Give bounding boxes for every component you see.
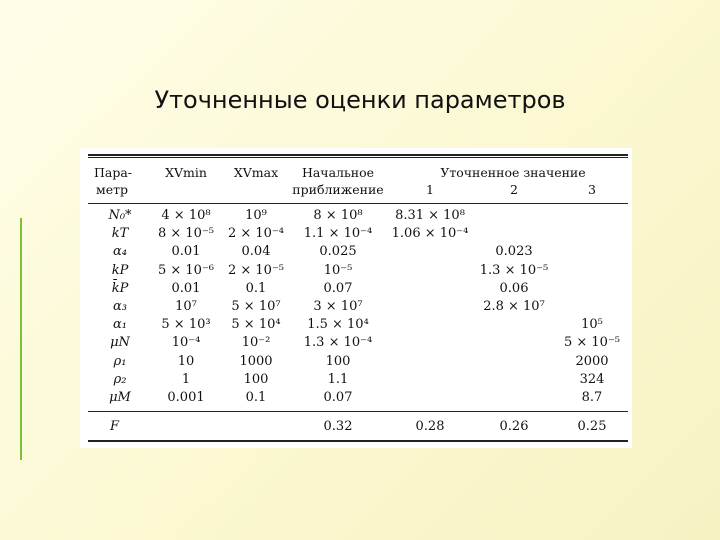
row-8-param: μN <box>110 335 130 351</box>
row-11-param: μM <box>109 390 131 405</box>
table-rule-top-second <box>88 157 628 158</box>
footer-value-2: 0.26 <box>499 419 529 434</box>
row-1-xvmax: 10⁹ <box>245 208 267 223</box>
row-9-initial: 100 <box>325 353 351 369</box>
row-9-xvmax: 1000 <box>239 353 273 369</box>
row-7-value-3: 10⁵ <box>581 317 603 333</box>
row-2-xvmax: 2 × 10⁻⁴ <box>227 226 285 242</box>
row-11-value-3: 8.7 <box>581 390 603 405</box>
row-2-value-1: 1.06 × 10⁻⁴ <box>391 226 469 242</box>
row-3-xvmin: 0.01 <box>171 244 201 260</box>
row-3-xvmax: 0.04 <box>241 244 271 260</box>
header-xvmin: XVmin <box>165 165 207 180</box>
row-4-xvmax: 2 × 10⁻⁵ <box>227 262 285 278</box>
row-8-xvmin: 10⁻⁴ <box>171 335 201 351</box>
row-6-xvmin: 10⁷ <box>175 299 197 314</box>
table-rule-bottom <box>88 440 628 442</box>
row-10-xvmin: 1 <box>181 371 191 387</box>
table-rule-top <box>88 154 628 156</box>
row-6-value-2: 2.8 × 10⁷ <box>483 299 545 314</box>
row-7-xvmin: 5 × 10³ <box>161 317 211 333</box>
table-rule-footer <box>88 411 628 412</box>
row-7-initial: 1.5 × 10⁴ <box>307 317 369 333</box>
row-5-value-2: 0.06 <box>499 280 529 296</box>
row-11-xvmax: 0.1 <box>245 390 267 405</box>
row-9-value-3: 2000 <box>575 353 609 369</box>
row-8-xvmax: 10⁻² <box>241 335 271 351</box>
row-7-param: α₁ <box>113 317 127 333</box>
row-8-initial: 1.3 × 10⁻⁴ <box>303 335 373 351</box>
footer-initial: 0.32 <box>323 419 353 434</box>
row-1-xvmin: 4 × 10⁸ <box>161 208 211 223</box>
row-9-xvmin: 10 <box>177 353 195 369</box>
header-initial-line1: Начальное <box>301 165 375 180</box>
footer-value-1: 0.28 <box>415 419 445 434</box>
row-10-value-3: 324 <box>579 371 605 387</box>
row-6-param: α₃ <box>113 299 127 314</box>
row-4-value-2: 1.3 × 10⁻⁵ <box>479 262 549 278</box>
row-5-xvmax: 0.1 <box>245 280 267 296</box>
header-refined-2: 2 <box>510 182 518 197</box>
row-3-param: α₄ <box>113 244 127 260</box>
row-3-value-2: 0.023 <box>495 244 533 260</box>
row-8-value-3: 5 × 10⁻⁵ <box>563 335 621 351</box>
row-10-initial: 1.1 <box>327 371 349 387</box>
row-1-value-1: 8.31 × 10⁸ <box>395 208 465 223</box>
row-4-param: kP <box>111 262 129 278</box>
row-1-param: N₀* <box>108 208 132 223</box>
row-9-param: ρ₁ <box>113 353 127 369</box>
header-xvmax: XVmax <box>233 165 279 180</box>
header-param-line1: Пара- <box>94 165 133 180</box>
row-6-xvmax: 5 × 10⁷ <box>231 299 281 314</box>
footer-param: F <box>110 419 120 434</box>
row-5-initial: 0.07 <box>323 280 353 296</box>
header-refined-3: 3 <box>588 182 596 197</box>
row-4-xvmin: 5 × 10⁻⁶ <box>157 262 215 278</box>
row-2-xvmin: 8 × 10⁻⁵ <box>157 226 215 242</box>
header-refined: Уточненное значение <box>440 165 586 180</box>
footer-value-3: 0.25 <box>577 419 607 434</box>
parameter-table-panel <box>80 148 632 448</box>
row-4-initial: 10⁻⁵ <box>323 262 353 278</box>
row-7-xvmax: 5 × 10⁴ <box>231 317 281 333</box>
row-6-initial: 3 × 10⁷ <box>313 299 363 314</box>
row-3-initial: 0.025 <box>319 244 357 260</box>
header-refined-1: 1 <box>426 182 434 197</box>
row-2-param: kT <box>111 226 129 242</box>
table-rule-header <box>88 203 628 204</box>
row-5-param: k̄P <box>111 280 129 296</box>
row-5-xvmin: 0.01 <box>171 280 201 296</box>
header-param-line2: метр <box>96 182 129 197</box>
accent-line <box>20 218 22 460</box>
row-11-initial: 0.07 <box>323 390 353 405</box>
row-10-xvmax: 100 <box>243 371 269 387</box>
row-11-xvmin: 0.001 <box>167 390 205 405</box>
row-1-initial: 8 × 10⁸ <box>313 208 363 223</box>
row-10-param: ρ₂ <box>113 371 127 387</box>
header-initial-line2: приближение <box>292 182 384 197</box>
row-2-initial: 1.1 × 10⁻⁴ <box>303 226 373 242</box>
slide-title: Уточненные оценки параметров <box>154 86 566 114</box>
